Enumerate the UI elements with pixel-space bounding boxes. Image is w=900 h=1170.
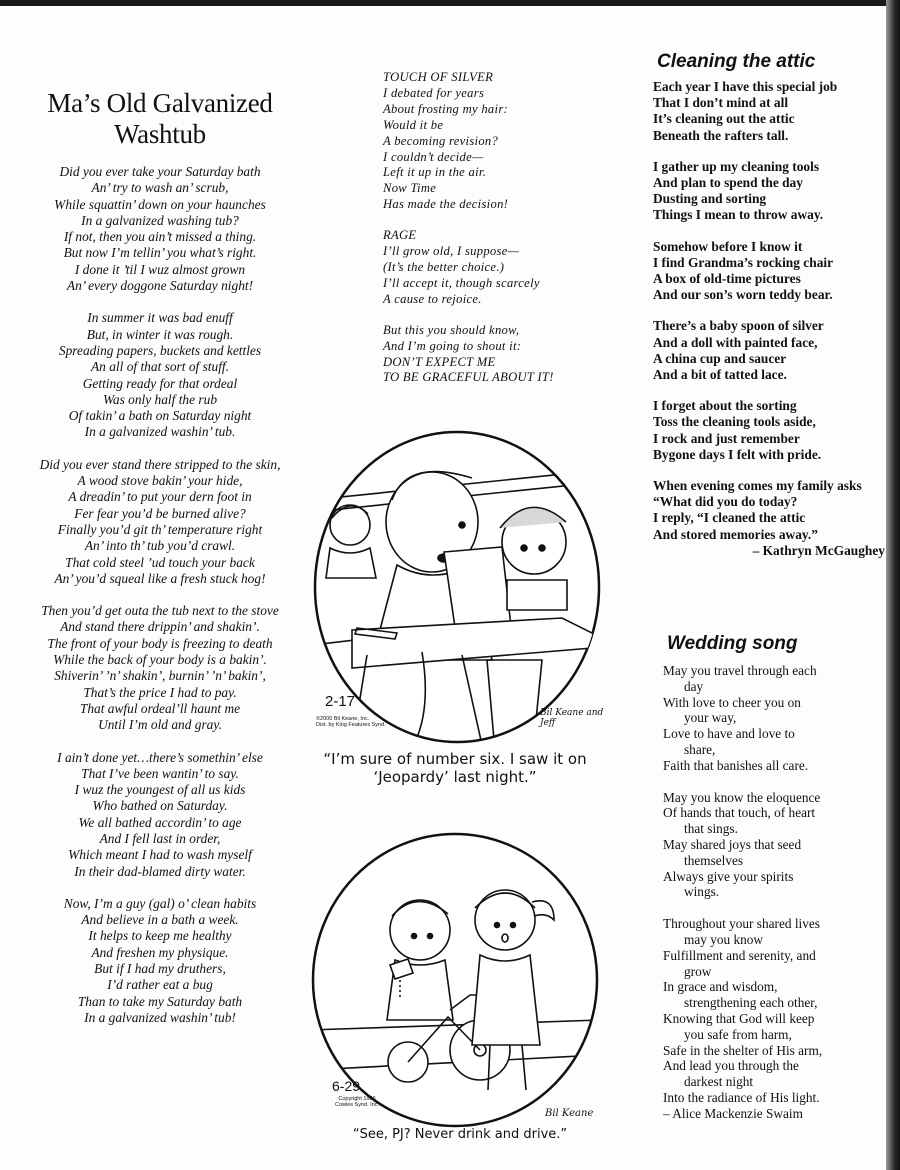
washtub-line: Finally you’d git th’ temperature right <box>57 521 263 537</box>
washtub-line: I done it ’til I wuz almost grown <box>74 261 246 277</box>
washtub-line: The front of your body is freezing to death <box>47 635 273 651</box>
cleaning-attic-title: Cleaning the attic <box>657 51 816 72</box>
washtub-line: Now, I’m a guy (gal) o’ clean habits <box>63 895 257 911</box>
middle-poem-line: TO BE GRACEFUL ABOUT IT! <box>383 370 554 385</box>
washtub-line: Than to take my Saturday bath <box>77 993 243 1009</box>
wedding-song-line: Knowing that God will keep <box>663 1010 815 1026</box>
middle-poem-line: A becoming revision? <box>383 133 499 148</box>
cleaning-attic-line: Toss the cleaning tools aside, <box>653 414 816 430</box>
wedding-song-line: Always give your spirits <box>663 868 794 884</box>
comic-classroom <box>312 430 602 748</box>
middle-poem-line: I debated for years <box>383 85 485 100</box>
wedding-song-stanza <box>663 790 888 901</box>
washtub-line: In a galvanized washin’ tub! <box>84 1009 236 1025</box>
washtub-line: Spreading papers, buckets and kettles <box>58 342 262 358</box>
wedding-song-line: Of hands that touch, of heart <box>663 805 816 821</box>
washtub-line: Did you ever take your Saturday bath <box>59 164 261 179</box>
wedding-song-line: May shared joys that seed <box>663 836 802 852</box>
cleaning-attic-stanza <box>653 239 885 304</box>
comic-tricycle-copyright-line: Copyright 1986 <box>338 1096 376 1102</box>
washtub-poem <box>10 88 310 1042</box>
cleaning-attic-line: Each year I have this special job <box>653 79 838 94</box>
wedding-song-line: may you know <box>684 931 764 947</box>
middle-poem-stanza <box>383 323 623 387</box>
middle-poem-line: But this you should know, <box>383 322 520 337</box>
washtub-line: An’ into th’ tub you’d crawl. <box>84 538 236 554</box>
washtub-line: But now I’m tellin’ you what’s right. <box>63 245 257 261</box>
wedding-song-line: that sings. <box>684 821 738 837</box>
wedding-song-line: your way, <box>684 710 737 726</box>
cleaning-attic-line: And plan to spend the day <box>653 175 803 191</box>
wedding-song-line: day <box>684 678 704 694</box>
comic-classroom-caption-line1: “I’m sure of number six. I saw it on <box>323 750 587 768</box>
wedding-song-line: you safe from harm, <box>684 1026 792 1042</box>
comic-tricycle-signature: Bil Keane <box>545 1108 594 1119</box>
cleaning-attic-line: There’s a baby spoon of silver <box>653 318 824 334</box>
cleaning-attic-line: I reply, “I cleaned the attic <box>653 510 806 526</box>
washtub-line: And I fell last in order, <box>99 830 221 846</box>
cleaning-attic-line: “What did you do today? <box>653 494 798 510</box>
page-top-rule <box>0 0 900 6</box>
washtub-line: That cold steel ’ud touch your back <box>65 554 255 570</box>
middle-poem-line: Left it up in the air. <box>383 165 487 180</box>
cleaning-attic-stanza <box>653 79 885 144</box>
cleaning-attic-line: Beneath the rafters tall. <box>653 127 789 143</box>
washtub-line: In summer it was bad enuff <box>87 310 233 326</box>
middle-poem-stanza <box>383 228 623 308</box>
wedding-song-line: Into the radiance of His light. <box>663 1089 820 1105</box>
washtub-line: An’ every doggone Saturday night! <box>66 278 254 294</box>
wedding-song-poem <box>663 633 888 1138</box>
washtub-line: But, in winter it was rough. <box>86 326 234 342</box>
middle-poem-stanza <box>383 70 623 213</box>
wedding-song-line: With love to cheer you on <box>663 694 801 710</box>
middle-poem-line: DON’T EXPECT ME <box>383 354 496 369</box>
cleaning-attic-line: A box of old-time pictures <box>653 271 801 287</box>
washtub-line: That awful ordeal’ll haunt me <box>79 700 241 716</box>
wedding-song-line: wings. <box>684 884 720 900</box>
washtub-line: Was only half the rub <box>102 391 218 407</box>
wedding-song-line: grow <box>684 963 712 979</box>
cleaning-attic-line: I forget about the sorting <box>653 398 797 414</box>
washtub-line: Then you’d get outa the tub next to the stove <box>41 603 279 619</box>
washtub-line: If not, then you ain’t missed a thing. <box>63 229 257 245</box>
washtub-stanza <box>10 750 310 880</box>
wedding-song-line: strengthening each other, <box>684 995 818 1011</box>
washtub-line: I’d rather eat a bug <box>107 977 213 993</box>
comic-classroom-caption-line2: ‘Jeopardy’ last night.” <box>373 768 537 786</box>
wedding-song-stanzas <box>663 663 888 1122</box>
cleaning-attic-line: And a doll with painted face, <box>653 334 818 350</box>
washtub-stanza <box>10 164 310 294</box>
washtub-line: And freshen my physique. <box>91 944 229 960</box>
comic-classroom-drawing <box>312 430 602 748</box>
wedding-song-line: In grace and wisdom, <box>663 979 778 995</box>
washtub-line: A wood stove bakin’ your hide, <box>77 473 243 489</box>
cleaning-attic-stanzas <box>653 79 885 543</box>
middle-poem-line: Would it be <box>383 117 444 132</box>
washtub-stanza <box>10 457 310 587</box>
middle-poem-line: (It’s the better choice.) <box>383 259 505 274</box>
comic-tricycle-caption: “See, PJ? Never drink and drive.” <box>352 1127 568 1142</box>
wedding-song-line: Faith that banishes all care. <box>663 757 809 773</box>
cleaning-attic-line: A china cup and saucer <box>653 350 787 366</box>
cleaning-attic-line: I find Grandma’s rocking chair <box>653 254 834 270</box>
washtub-line: While squattin’ down on your haunches <box>54 196 266 212</box>
washtub-stanza <box>10 603 310 733</box>
washtub-line: Did you ever stand there stripped to the skin, <box>39 456 281 472</box>
cleaning-attic-line: I gather up my cleaning tools <box>653 158 820 174</box>
washtub-line: In their dad-blamed dirty water. <box>74 863 246 879</box>
washtub-line: And stand there drippin’ and shakin’. <box>60 619 260 635</box>
cleaning-attic-line: It’s cleaning out the attic <box>653 111 795 127</box>
washtub-line: A dreadin’ to put your dern foot in <box>68 489 252 505</box>
cleaning-attic-line: And our son’s worn teddy bear. <box>653 287 833 303</box>
wedding-song-line: – Alice Mackenzie Swaim <box>663 1105 803 1121</box>
middle-poem-line: And I’m going to shout it: <box>383 338 522 353</box>
washtub-line: It helps to keep me healthy <box>88 928 232 944</box>
wedding-song-line: themselves <box>684 852 744 868</box>
washtub-line: That’s the price I had to pay. <box>83 684 237 700</box>
cleaning-attic-line: Dusting and sorting <box>653 191 767 207</box>
cleaning-attic-line: And a bit of tatted lace. <box>653 367 787 383</box>
wedding-song-line: darkest night <box>684 1074 754 1090</box>
washtub-line: But if I had my druthers, <box>94 961 226 977</box>
washtub-stanzas <box>10 164 310 1026</box>
washtub-line: Which meant I had to wash myself <box>68 847 252 863</box>
comic-classroom-copyright-line: ©2000 Bil Keane, Inc. <box>316 716 370 722</box>
washtub-line: Who bathed on Saturday. <box>92 798 228 814</box>
washtub-line: Getting ready for that ordeal <box>82 375 238 391</box>
wedding-song-line: Fulfillment and serenity, and <box>663 947 816 963</box>
wedding-song-line: May you travel through each <box>663 663 817 678</box>
washtub-line: An all of that sort of stuff. <box>90 359 229 375</box>
cleaning-attic-author: – Kathryn McGaughey <box>752 542 885 558</box>
cleaning-attic-section <box>653 51 885 559</box>
wedding-song-line: And lead you through the <box>663 1058 799 1074</box>
cleaning-attic-line: Things I mean to throw away. <box>653 207 824 223</box>
middle-poem-line: A cause to rejoice. <box>383 291 482 306</box>
washtub-stanza <box>10 896 310 1026</box>
washtub-line: I wuz the youngest of all us kids <box>74 782 246 798</box>
cleaning-attic-line: Bygone days I felt with pride. <box>653 446 822 462</box>
comic-tricycle-copyright <box>335 1096 379 1108</box>
washtub-line: I ain’t done yet…there’s somethin’ else <box>57 749 263 765</box>
cleaning-attic-line: And stored memories away.” <box>653 526 818 542</box>
washtub-line: That I’ve been wantin’ to say. <box>81 765 239 781</box>
washtub-line: In a galvanized washing tub? <box>81 212 239 228</box>
comic-classroom-caption <box>305 750 605 786</box>
middle-poems <box>383 70 623 401</box>
cleaning-attic-line: That I don’t mind at all <box>653 95 789 111</box>
page-right-edge <box>886 0 900 1170</box>
washtub-line: While the back of your body is a bakin’. <box>53 652 267 668</box>
middle-poem-line: About frosting my hair: <box>383 101 509 116</box>
wedding-song-line: Love to have and love to <box>663 726 795 742</box>
comic-tricycle-syndicate-line: Cowles Synd. Inc. <box>335 1102 380 1108</box>
wedding-song-title: Wedding song <box>667 633 798 654</box>
cleaning-attic-line: I rock and just remember <box>653 430 800 446</box>
wedding-song-stanza <box>663 663 888 774</box>
washtub-line: Of takin’ a bath on Saturday night <box>68 408 252 424</box>
wedding-song-line: Throughout your shared lives <box>663 916 820 932</box>
cleaning-attic-stanza <box>653 478 885 543</box>
washtub-stanza <box>10 310 310 440</box>
comic-classroom-signature: Bil Keane and Jeff <box>540 708 604 728</box>
washtub-poem-title: Ma’s Old Galvanized Washtub <box>47 88 273 149</box>
cleaning-attic-line: Somehow before I know it <box>653 238 803 254</box>
cleaning-attic-poem <box>653 51 885 559</box>
middle-poem-line: I’ll grow old, I suppose— <box>383 244 520 259</box>
middle-poem-line: Has made the decision! <box>383 197 509 212</box>
wedding-song-line: May you know the eloquence <box>663 789 821 805</box>
wedding-song-line: share, <box>684 741 716 757</box>
washtub-line: Until I’m old and gray. <box>98 717 222 733</box>
washtub-line: Fer fear you’d be burned alive? <box>74 505 246 521</box>
comic-classroom-syndicate-line: Dist. by King Features Synd. <box>316 722 386 728</box>
washtub-line: An’ try to wash an’ scrub, <box>91 180 229 196</box>
comic-tricycle-date: 6-29 <box>332 1078 361 1094</box>
comic-classroom-date: 2-17 <box>325 693 356 710</box>
cleaning-attic-stanza <box>653 398 885 463</box>
middle-stanzas <box>383 70 623 386</box>
cleaning-attic-stanza <box>653 318 885 383</box>
washtub-line: We all bathed accordin’ to age <box>78 814 242 830</box>
middle-poem-line: I couldn’t decide— <box>383 149 484 164</box>
wedding-song-stanza <box>663 916 888 1121</box>
cleaning-attic-line: When evening comes my family asks <box>653 478 862 494</box>
middle-poem-line: Now Time <box>383 181 437 196</box>
middle-poem-line: I’ll accept it, though scarcely <box>383 275 540 290</box>
middle-poem-line: TOUCH OF SILVER <box>383 70 494 84</box>
washtub-line: An’ you’d squeal like a fresh stuck hog! <box>54 570 266 586</box>
middle-poem-line: RAGE <box>383 228 417 243</box>
cleaning-attic-stanza <box>653 159 885 224</box>
comic-classroom-copyright <box>316 716 386 728</box>
washtub-line: In a galvanized washin’ tub. <box>84 424 236 440</box>
washtub-line: And believe in a bath a week. <box>81 912 239 928</box>
wedding-song-line: Safe in the shelter of His arm, <box>663 1042 823 1058</box>
washtub-line: Shiverin’ ’n’ shakin’, burnin’ ’n’ bakin’, <box>54 668 266 684</box>
